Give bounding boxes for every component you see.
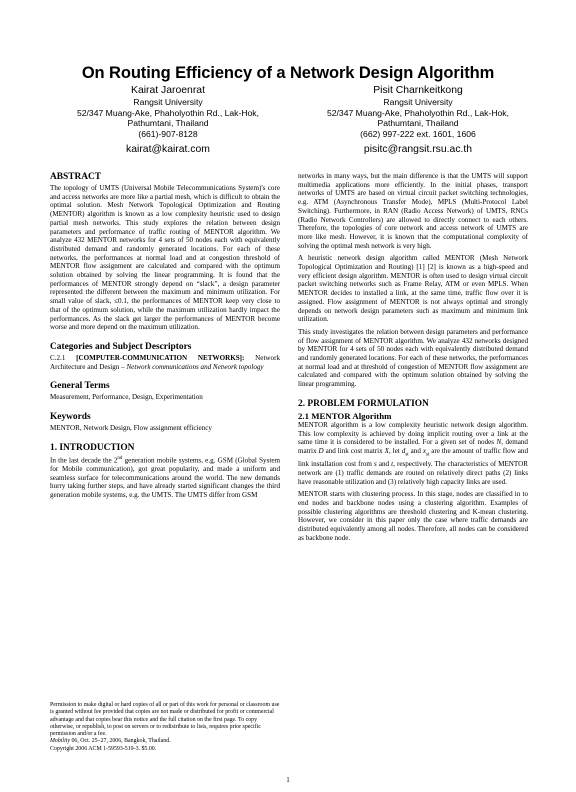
math-var: D bbox=[318, 446, 324, 455]
venue-line bbox=[50, 738, 282, 745]
math-var: d bbox=[401, 446, 406, 455]
copyright-line: Copyright 2006 ACM 1-59593-519-3. $5.00. bbox=[50, 745, 157, 752]
page-number: 1 bbox=[286, 776, 290, 784]
author-phone: (662) 997-222 ext. 1601, 1606 bbox=[360, 128, 476, 139]
categories-heading: Categories and Subject Descriptors bbox=[50, 341, 192, 352]
body-paragraph: This study investigates the relation between design parameters and performance of flow assignment of MENTOR algorithm. We analyze 432 networks designed by MENTOR for 4 sets of 50 nodes each with equivalently distributed demand and randomly generated locations. For each of these networks, the performances at normal load and at threshold of congestion of MENTOR flow assignment are calculated and compared with the optimum solution obtained by solving the linear programming. bbox=[298, 327, 528, 389]
math-var: X bbox=[384, 446, 389, 455]
author-address: 52/347 Muang-Ake, Phaholyothin Rd., Lak-Hok, bbox=[326, 107, 509, 118]
author-address: 52/347 Muang-Ake, Phaholyothin Rd., Lak-Hok, bbox=[76, 107, 259, 118]
math-var: t bbox=[391, 460, 394, 469]
terms-text: Measurement, Performance, Design, Experimentation bbox=[50, 393, 203, 402]
text-run: and bbox=[376, 460, 392, 469]
text-run: , let bbox=[388, 446, 402, 455]
abstract-text: The topology of UMTS (Universal Mobile Telecommunications System)'s core and access networks are more like a partial mesh, which is difficult to obtain the optimal solution. Mesh Network Topological Optimization and Routing (MENTOR) algorithm is known as a low complexity heuristic used to design partial mesh networks. This study explores the relation between design parameters and performance of traffic routing of MENTOR algorithm. We analyze 432 MENTOR networks for 4 sets of 50 nodes each with equivalently distributed demand and randomly generated locations. For each of these networks, the performances at normal load and at congestion threshold of MENTOR flow assignment are calculated and compared with the optimum solution obtained by solving the linear programming. It is found that the performances of MENTOR strongly depend on “slack”, a design parameter represented the different between the maximum and minimum utilization. For small value of slack, ≤0.1, the performances of MENTOR keep very close to that of the optimum solution, while the maximum utilization hardly impact the performances. As the slack get larger the performances of MENTOR become worse and more depend on the maximum utilization. bbox=[50, 184, 280, 332]
keywords-heading: Keywords bbox=[50, 412, 91, 423]
categories-code: C.2.1 bbox=[50, 353, 66, 362]
author-affiliation: Rangsit University bbox=[133, 97, 203, 107]
categories-italic: Network communications and Network topology bbox=[126, 362, 264, 371]
subsection-heading: 2.1 MENTOR Algorithm bbox=[298, 410, 392, 421]
author-phone: (661)-907-8128 bbox=[138, 128, 198, 139]
venue-detail: 06, Oct. 25–27, 2006, Bangkok, Thailand. bbox=[69, 738, 171, 745]
text-run: MENTOR algorithm is a low complexity heuristic network design algorithm. This low complexity is achieved by doing implicit routing over a link at the same time it is considered to be installed. For a given set of nodes bbox=[298, 420, 528, 447]
paper-title: On Routing Efficiency of a Network Design Algorithm bbox=[81, 64, 495, 82]
text-run: and bbox=[408, 446, 423, 455]
text-run: , respectively. The characteristics of MENTOR network are (1) traffic demands are routed on relatively direct paths (2) links have reasonable utilization and (3) relatively high capacity links are used. bbox=[298, 460, 528, 486]
author-city: Pathumtani, Thailand bbox=[127, 118, 209, 129]
permission-text: Permission to make digital or hard copies of all or part of this work for personal or classroom use is granted without fee provided that copies are not made or distributed for profit or commercial advantage and that copies bear this notice and the full citation on the first page. To copy otherwise, or republish, to post on servers or to redistribute to lists, requires prior specific permission and/or a fee. bbox=[50, 702, 280, 738]
intro-text bbox=[50, 455, 280, 500]
author-affiliation: Rangsit University bbox=[383, 97, 453, 107]
author-email: kairat@kairat.com bbox=[126, 144, 210, 156]
left-column bbox=[50, 172, 280, 504]
body-paragraph: networks in many ways, but the main difference is that the UMTS will support multimedia applications more efficiently. In the initial phases, transport networks of UMTS are based on virtual circuit packet switching technologies, e.g. ATM (Asynchronous Transfer Mode), MPLS (Multi-Protocol Label Switching). Furthermore, in RAN (Radio Access Network) of UMTS, RNCs (Radio Network Controllers) are allowed to directly connect to each others. Therefore, the topologies of core network and access network of UMTS are more like mesh. However, it is known that the computational complexity of solving the optimal mesh network is very high. bbox=[298, 172, 528, 250]
intro-sup: nd bbox=[117, 455, 123, 461]
text-run: , demand matrix bbox=[298, 438, 528, 455]
categories-plain: Network Architecture and Design – bbox=[50, 353, 280, 371]
abstract-heading: ABSTRACT bbox=[50, 172, 102, 182]
intro-heading: 1. INTRODUCTION bbox=[50, 442, 135, 453]
math-sub: st bbox=[426, 452, 430, 458]
terms-heading: General Terms bbox=[50, 381, 110, 392]
categories-acm: [COMPUTER-COMMUNICATION NETWORKS]: bbox=[76, 353, 245, 362]
body-paragraph: MENTOR starts with clustering process. In this stage, nodes are classified in to end nodes and backbone nodes using a clustering algorithm. Examples of possible clustering algorithms are threshold clustering and K-mean clustering. However, we consider in this paper only the case where traffic demands are distributed equivalently among all nodes. Therefore, all nodes can be considered as backbone node. bbox=[298, 490, 528, 542]
math-var: x bbox=[422, 446, 426, 455]
author-email: pisitc@rangsit.rsu.ac.th bbox=[363, 144, 473, 156]
author-name: Kairat Jaroenrat bbox=[131, 85, 205, 96]
right-column bbox=[298, 172, 528, 546]
intro-text-a: In the last decade the 2 bbox=[50, 456, 118, 465]
intro-text-b: generation mobile systems, e.g. GSM (Global System for Mobile communication), got great popularity, and made a uniform and seamless surface for telecommunications around the world. The new demands hurry taking further steps, and have already started significant changes the third generation mobile systems, e.g. the UMTS. The UMTS differ from GSM bbox=[50, 456, 280, 499]
body-paragraph: A heuristic network design algorithm called MENTOR (Mesh Network Topological Optimization and Routing) [1] [2] is known as a high-speed and very efficient design algorithm. MENTOR is often used to design virtual circuit packet switching networks such as Frame Relay, ATM or even MPLS. When MENTOR decides to installed a link, at the same time, traffic flow over it is assigned. Flow assignment of MENTOR is not always optimal and strongly depends on network design parameters such as maximum and minimum link utilization. bbox=[298, 254, 528, 324]
venue-name: Mobility bbox=[50, 738, 70, 745]
permission-block bbox=[50, 702, 282, 753]
section-heading: 2. PROBLEM FORMULATION bbox=[298, 398, 429, 409]
math-var: N bbox=[496, 438, 502, 447]
author-name: Pisit Charnkeitkong bbox=[373, 85, 463, 96]
author-city: Pathumtani, Thailand bbox=[377, 118, 459, 129]
text-run: are the amount of traffic flow and link installation cost from bbox=[298, 446, 529, 469]
author-block-1 bbox=[48, 85, 288, 156]
keywords-text: MENTOR, Network Design, Flow assignment efficiency bbox=[50, 424, 212, 433]
math-sub: st bbox=[405, 452, 409, 458]
categories-text bbox=[50, 354, 280, 371]
math-var: s bbox=[374, 460, 377, 469]
author-block-2 bbox=[298, 85, 538, 156]
body-paragraph bbox=[298, 421, 528, 486]
text-run: and link cost matrix bbox=[323, 446, 385, 455]
